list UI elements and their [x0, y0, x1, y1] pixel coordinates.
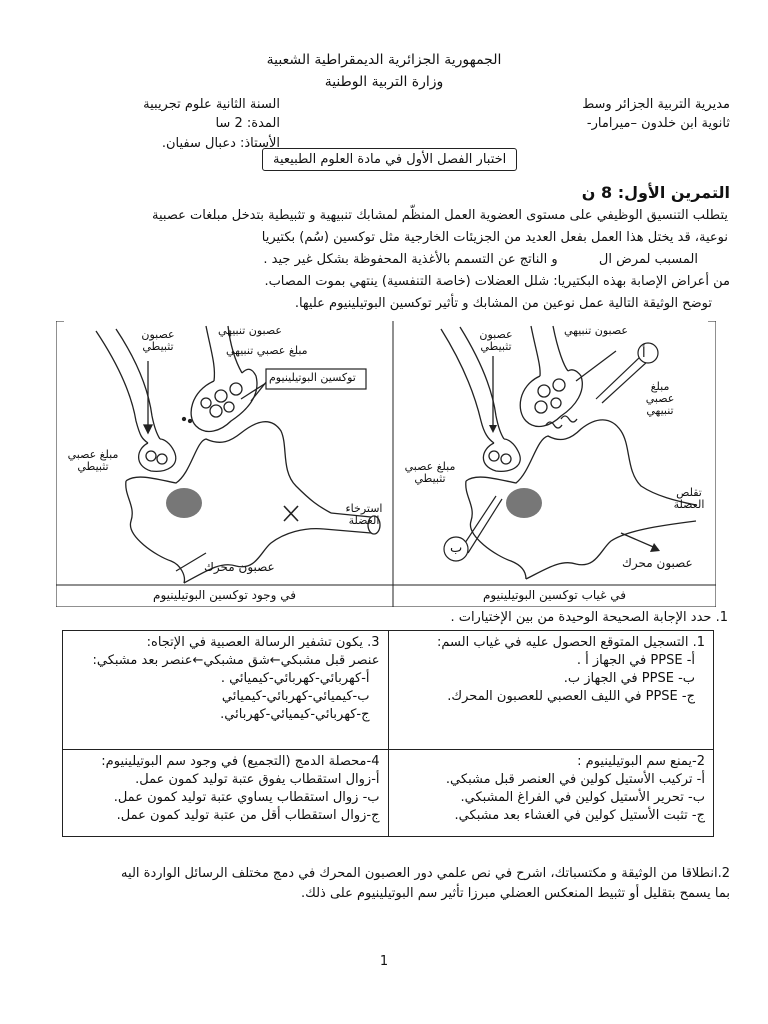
question2-line-2: بما يسمح بتقليل أو تثبيط المنعكس العضلي مبرزا تأثير سم البوتيلينيوم على ذلك. [300, 886, 730, 901]
left-label-inhibitory-neuron: عصبون تثبيطي [141, 328, 175, 353]
synapse-figure [56, 321, 716, 607]
device-a-circle [638, 343, 658, 363]
school-name: ثانوية ابن خلدون –ميرامار- [586, 116, 730, 131]
directorate: مديرية التربية الجزائر وسط [582, 97, 730, 112]
right-panel-drawing [441, 326, 696, 579]
teacher-name: الأستاذ: دعبال سفيان. [161, 136, 280, 151]
intro-line-4: من أعراض الإصابة بهذه البكتيريا: شلل العضلات (خاصة التنفسية) ينتهي بموت المصاب. [264, 274, 730, 289]
intro-line-5: توضح الوثيقة التالية عمل نوعين من المشابك و تأثير توكسين البوتيلينيوم عليها. [294, 296, 712, 311]
left-label-inhibitory-transmitter: مبلغ عصبي تثبيطي [67, 448, 119, 473]
left-label-motor-neuron: عصبون محرك [204, 560, 275, 574]
right-label-excitatory-neuron: عصبون تنبيهي [564, 324, 628, 337]
left-panel-drawing [96, 326, 380, 583]
choice-cell-2: 2-يمنع سم البوتيلينيوم : أ- تركيب الأستيل كولين في العنصر قبل مشبكي. ب- تحرير الأستيل كولين في الفراغ المشبكي. ج- تثبت الأستيل كولين في الغشاء بعد مشبكي. [388, 750, 714, 837]
ministry-title: وزارة التربية الوطنية [324, 74, 444, 90]
right-label-device-b: ب [450, 541, 463, 556]
duration: المدة: 2 سا [215, 116, 280, 131]
right-nucleus [506, 488, 542, 518]
left-label-muscle-relaxation: استرخاء العضلة [345, 502, 383, 527]
left-nucleus [166, 488, 202, 518]
exam-title-box: اختبار الفصل الأول في مادة العلوم الطبيعية [262, 148, 517, 171]
synapse-figure-svg [56, 321, 716, 607]
intro-line-2: نوعية، قد يختل هذا العمل بفعل العديد من الجزيئات الخارجية مثل توكسين (سُم) بكتيريا [261, 230, 728, 245]
page-number: 1 [379, 954, 389, 969]
left-label-excitatory-transmitter: مبلغ عصبي تنبيهي [226, 344, 308, 357]
choice-cell-4: 4-محصلة الدمج (التجميع) في وجود سم البوتيلينيوم: أ-زوال استقطاب يفوق عتبة توليد كمون عمل. ب- زوال استقطاب يساوي عتبة توليد كمون عمل. ج-زوال استقطاب أقل من عتبة توليد كمون عمل. [63, 750, 389, 837]
choice-cell-1: 1. التسجيل المتوقع الحصول عليه في غياب السم: أ- PPSE في الجهاز أ . ب- PPSE في الجهاز ب. ج- PPSE في الليف العصبي للعصبون المحرك. [388, 631, 714, 750]
republic-title: الجمهورية الجزائرية الديمقراطية الشعبية [266, 52, 502, 68]
right-label-excitatory-transmitter: مبلغ عصبي تنبيهي [645, 380, 675, 417]
left-label-excitatory-neuron: عصبون تنبيهي [218, 324, 282, 337]
class-level: السنة الثانية علوم تجريبية [143, 97, 280, 112]
right-label-inhibitory-neuron: عصبون تثبيطي [479, 328, 513, 353]
question2-line-1: 2.انطلاقا من الوثيقة و مكتسباتك، اشرح في نص علمي دور العصبون المحرك في دمج مختلف الرسائل الواردة اليه [121, 866, 730, 881]
intro-line-1: يتطلب التنسيق الوظيفي على مستوى العضوية العمل المنظّم لمشابك تنبيهية و تثبيطية بتدخل مبلغات عصبية [152, 208, 728, 223]
question1-prompt: 1. حدد الإجابة الصحيحة الوحيدة من بين الإختيارات . [450, 610, 728, 625]
intro-line-3: المسبب لمرض ال و الناتج عن التسمم بالأغذية المحفوظة بشكل غير جيد . [263, 252, 698, 267]
right-label-inhibitory-transmitter: مبلغ عصبي تثبيطي [404, 460, 456, 485]
exercise-title: التمرين الأول: 8 ن [581, 183, 730, 202]
choice-cell-3: 3. يكون تشفير الرسالة العصبية في الإتجاه: عنصر قبل مشبكي←شق مشبكي←عنصر بعد مشبكي: أ-كهربائي-كهربائي-كيميائي . ب-كيميائي-كهربائي-كيميائي ج-كهربائي-كيميائي-كهربائي. [63, 631, 389, 750]
caption-with-toxin: في وجود توكسين البوتيلينيوم [153, 588, 296, 602]
right-label-muscle-contraction: تقلص العضلة [673, 486, 705, 511]
choices-table [62, 630, 714, 837]
left-label-toxin: توكسين البوتيلينيوم [269, 371, 356, 384]
right-label-motor-neuron: عصبون محرك [622, 556, 693, 570]
right-label-device-a: أ [642, 346, 646, 361]
caption-without-toxin: في غياب توكسين البوتيلينيوم [483, 588, 626, 602]
